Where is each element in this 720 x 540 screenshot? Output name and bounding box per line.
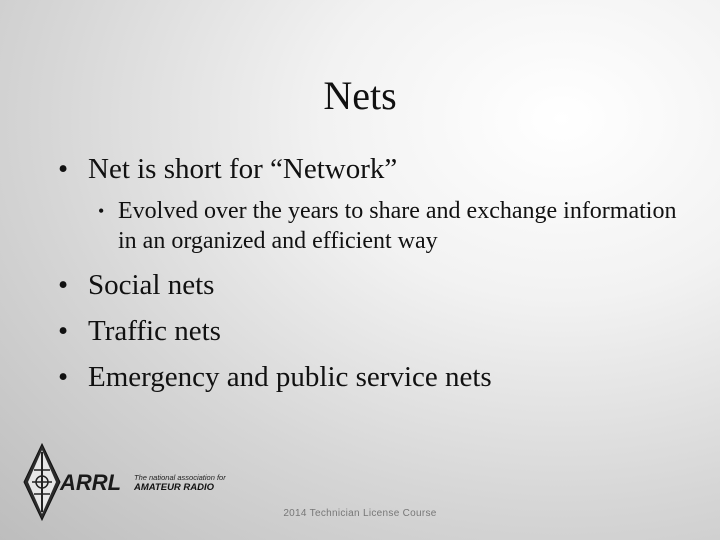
arrl-wordmark: ARRL xyxy=(60,470,122,495)
bullet-item-social xyxy=(58,266,698,304)
sub-bullet-item xyxy=(58,196,698,256)
bullet-text: Net is short for “Network” xyxy=(88,153,398,185)
sub-bullet-marker: • xyxy=(98,201,105,221)
bullet-item-emergency xyxy=(58,358,698,396)
bullet-item-network xyxy=(58,150,698,188)
arrl-tagline-line1: The national association for xyxy=(134,473,226,482)
slide-title: Nets xyxy=(323,73,397,118)
bullet-marker: • xyxy=(58,153,69,185)
bullet-text: Traffic nets xyxy=(88,315,221,347)
bullet-marker: • xyxy=(58,315,69,347)
bullet-text: Social nets xyxy=(88,269,215,301)
arrl-tagline-line2: AMATEUR RADIO xyxy=(134,482,215,493)
bullet-marker: • xyxy=(58,269,69,301)
bullet-list xyxy=(58,150,698,396)
slide-footer: 2014 Technician License Course xyxy=(283,508,437,519)
bullet-item-traffic xyxy=(58,312,698,350)
bullet-marker: • xyxy=(58,361,69,393)
bullet-text: Emergency and public service nets xyxy=(88,361,492,393)
sub-bullet-text: Evolved over the years to share and exchange information in an organized and efficient way xyxy=(118,198,677,254)
